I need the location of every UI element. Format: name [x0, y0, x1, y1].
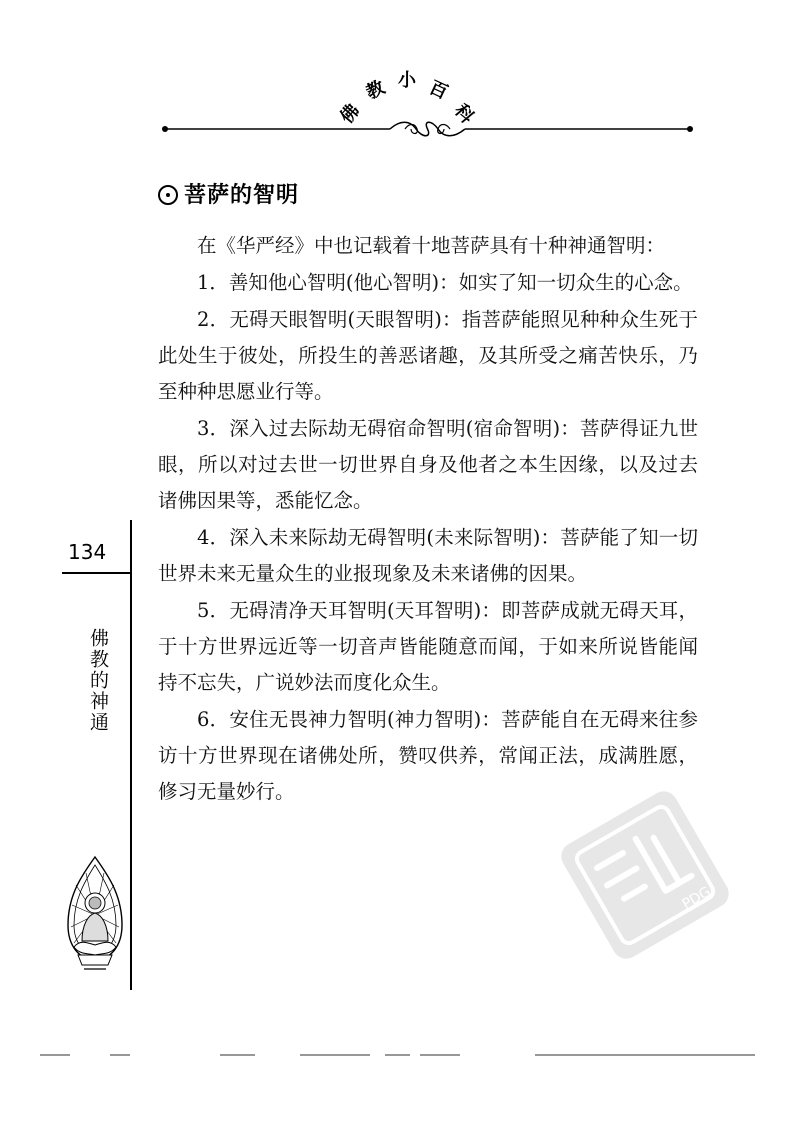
watermark-label: PDG	[679, 883, 714, 913]
paragraph: 6．安住无畏神力智明(神力智明)：菩萨能自在无碍来往参访十方世界现在诸佛处所，赞叹供养，常闻正法，成满胜愿，修习无量妙行。	[158, 708, 698, 803]
paragraph: 1．善知他心智明(他心智明)：如实了知一切众生的心念。	[197, 271, 693, 294]
paragraph: 4．深入未来际劫无碍智明(未来际智明)：菩萨能了知一切世界未来无量众生的业报现象及未来诸佛的因果。	[158, 526, 698, 585]
scan-artifact	[40, 1052, 755, 1058]
paragraph: 2．无碍天眼智明(天眼智明)：指菩萨能照见种种众生死于此处生于彼处，所投生的善恶诸趣，及其所受之痛苦快乐，乃至种种思愿业行等。	[158, 308, 698, 403]
page-number: 134	[68, 540, 107, 564]
paragraph: 5．无碍清净天耳智明(天耳智明)：即菩萨成就无碍天耳，于十方世界远近等一切音声皆能随意而闻，于如来所说皆能闻持不忘失，广说妙法而度化众生。	[158, 599, 698, 694]
section-heading-text: 菩萨的智明	[184, 183, 300, 208]
book-title-vertical: 佛教的神通	[87, 628, 109, 733]
paragraph: 在《华严经》中也记载着十地菩萨具有十种神通智明：	[197, 234, 666, 257]
series-title-char: 科	[450, 100, 478, 128]
margin-rule	[62, 572, 130, 574]
paragraph: 3．深入过去际劫无碍宿命智明(宿命智明)：菩萨得证九世眼，所以对过去世一切世界自身及他者之本生因缘，以及过去诸佛因果等，悉能忆念。	[158, 417, 698, 512]
buddha-figure-icon	[62, 855, 128, 973]
section-heading	[158, 178, 299, 209]
series-title-char: 佛	[336, 100, 364, 128]
body-text	[158, 228, 698, 811]
series-title-char: 百	[425, 77, 451, 104]
series-title-char: 小	[398, 70, 416, 91]
watermark-stamp	[545, 775, 745, 975]
margin-divider	[130, 520, 132, 990]
series-title-char: 教	[363, 77, 389, 104]
header-ornament	[160, 120, 695, 138]
circle-dot-icon	[158, 185, 178, 205]
